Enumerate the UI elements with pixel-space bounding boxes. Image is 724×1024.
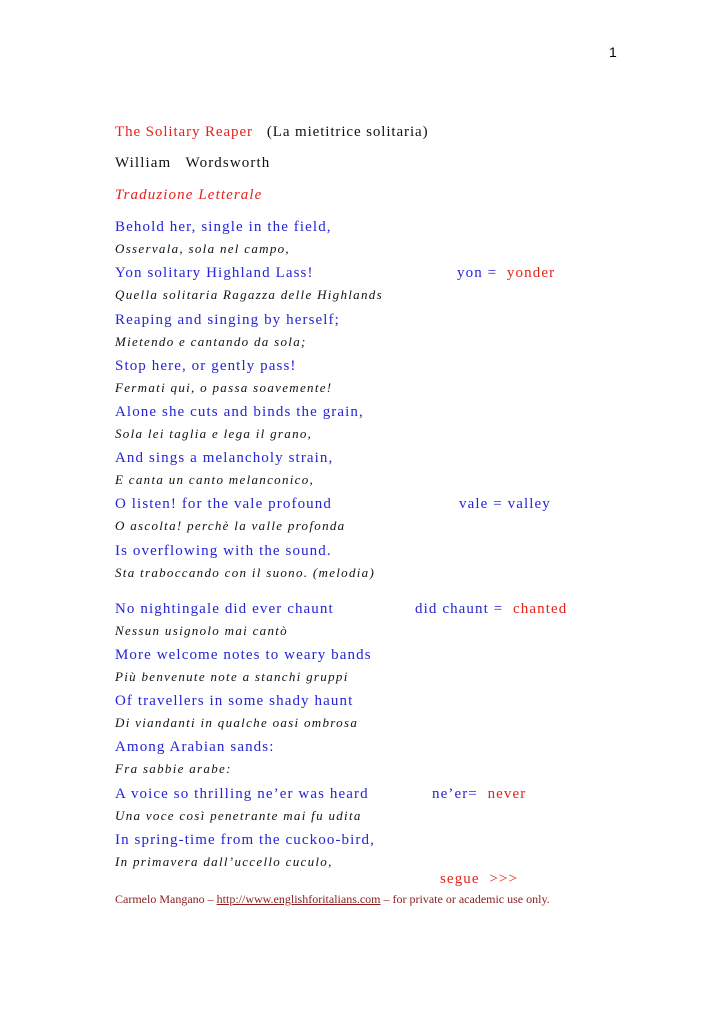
italian-line: Fra sabbie arabe:	[115, 761, 232, 776]
english-line: Behold her, single in the field,	[115, 219, 332, 235]
english-line: Among Arabian sands:	[115, 739, 275, 755]
footer-link[interactable]: http://www.englishforitalians.com	[216, 892, 381, 906]
italian-line: Nessun usignolo mai cantò	[115, 623, 288, 638]
note-term: yon =	[457, 265, 498, 281]
note-neer	[432, 786, 526, 803]
italian-line: E canta un canto melanconico,	[115, 472, 315, 487]
italian-line: Sola lei taglia e lega il grano,	[115, 426, 313, 441]
english-line: And sings a melancholy strain,	[115, 450, 334, 466]
english-line: Reaping and singing by herself;	[115, 312, 340, 328]
note-yon	[457, 265, 555, 282]
note-term: ne’er=	[432, 786, 478, 802]
english-line: Alone she cuts and binds the grain,	[115, 404, 364, 420]
title-english: The Solitary Reaper	[115, 124, 253, 140]
italian-line: Quella solitaria Ragazza delle Highlands	[115, 287, 383, 302]
note-vale: vale = valley	[459, 496, 551, 512]
english-line: No nightingale did ever chaunt	[115, 601, 334, 617]
continue-marker: segue >>>	[440, 871, 519, 887]
english-line: Is overflowing with the sound.	[115, 543, 332, 559]
english-line: O listen! for the vale profound	[115, 496, 332, 512]
note-term: did chaunt =	[415, 601, 504, 617]
note-meaning: yonder	[506, 265, 556, 281]
italian-line: Sta traboccando con il suono. (melodia)	[115, 565, 376, 580]
title-italian: (La mietitrice solitaria)	[266, 124, 429, 140]
note-chaunt	[415, 601, 567, 618]
italian-line: Fermati qui, o passa soavemente!	[115, 380, 333, 395]
footer-author: Carmelo Mangano –	[115, 892, 214, 906]
italian-line: Una voce così penetrante mai fu udita	[115, 808, 362, 823]
english-line: Of travellers in some shady haunt	[115, 693, 354, 709]
italian-line: Osservala, sola nel campo,	[115, 241, 290, 256]
translation-subtitle: Traduzione Letterale	[115, 187, 263, 203]
english-line: In spring-time from the cuckoo-bird,	[115, 832, 375, 848]
italian-line: O ascolta! perchè la valle profonda	[115, 518, 346, 533]
poem-title	[115, 124, 428, 141]
english-line: Stop here, or gently pass!	[115, 358, 297, 374]
author: William Wordsworth	[115, 155, 271, 171]
note-meaning: never	[487, 786, 527, 802]
english-line: A voice so thrilling ne’er was heard	[115, 786, 369, 802]
english-line: Yon solitary Highland Lass!	[115, 265, 314, 281]
footer-rights: – for private or academic use only.	[383, 892, 550, 906]
italian-line: Mietendo e cantando da sola;	[115, 334, 307, 349]
note-meaning: chanted	[513, 601, 568, 617]
english-line: More welcome notes to weary bands	[115, 647, 372, 663]
italian-line: Di viandanti in qualche oasi ombrosa	[115, 715, 359, 730]
italian-line: In primavera dall’uccello cuculo,	[115, 854, 333, 869]
page-number: 1	[609, 44, 617, 60]
footer	[115, 892, 550, 907]
italian-line: Più benvenute note a stanchi gruppi	[115, 669, 349, 684]
